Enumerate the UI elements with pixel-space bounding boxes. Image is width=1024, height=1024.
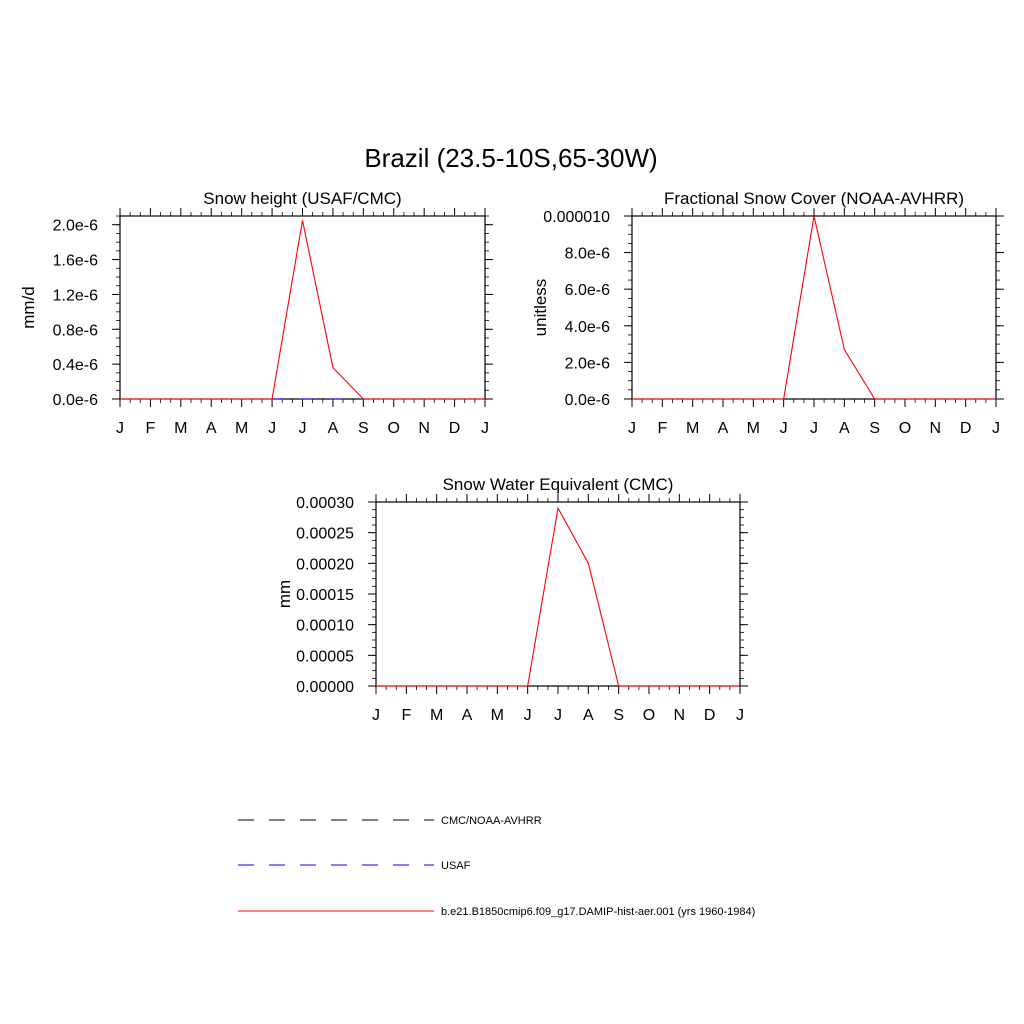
y-tick-label: 2.0e-6 xyxy=(52,217,98,235)
x-tick-label: A xyxy=(205,420,217,437)
x-tick-label: J xyxy=(523,707,532,724)
x-tick-label: M xyxy=(490,707,504,724)
figure-title: Brazil (23.5-10S,65-30W) xyxy=(364,143,658,173)
x-tick-label: J xyxy=(992,420,1000,437)
y-axis-label: unitless xyxy=(531,278,550,337)
legend-label: USAF xyxy=(441,860,471,872)
x-tick-label: J xyxy=(268,420,277,437)
x-tick-label: J xyxy=(298,420,307,437)
x-tick-label: M xyxy=(430,707,444,724)
x-tick-label: O xyxy=(642,707,656,724)
y-tick-label: 0.00000 xyxy=(296,679,354,696)
y-tick-label: 0.8e-6 xyxy=(52,322,98,340)
x-tick-label: M xyxy=(235,420,249,437)
x-tick-label: A xyxy=(461,707,473,724)
x-tick-label: D xyxy=(448,420,461,437)
x-tick-label: M xyxy=(174,420,188,437)
series-line xyxy=(376,508,740,686)
y-tick-label: 2.0e-6 xyxy=(564,355,610,373)
x-tick-label: N xyxy=(418,420,430,437)
y-tick-label: 1.6e-6 xyxy=(52,252,98,270)
legend-item xyxy=(238,906,755,918)
x-tick-label: F xyxy=(657,420,668,437)
y-tick-label: 0.00030 xyxy=(296,495,354,512)
x-tick-label: M xyxy=(686,420,700,437)
x-tick-label: A xyxy=(717,420,729,437)
x-tick-label: O xyxy=(898,420,912,437)
x-tick-label: S xyxy=(357,420,369,437)
y-tick-label: 4.0e-6 xyxy=(564,318,610,336)
y-tick-label: 8.0e-6 xyxy=(564,245,610,263)
x-tick-label: J xyxy=(779,420,788,437)
x-tick-label: J xyxy=(116,420,124,437)
x-tick-label: S xyxy=(869,420,881,437)
plot-frame xyxy=(376,502,740,686)
x-tick-label: M xyxy=(746,420,760,437)
panel-3 xyxy=(275,475,748,724)
x-tick-label: J xyxy=(810,420,818,437)
y-tick-label: 0.00020 xyxy=(296,556,354,574)
panel-title: Snow height (USAF/CMC) xyxy=(203,189,402,208)
legend-label: CMC/NOAA-AVHRR xyxy=(441,815,542,827)
x-tick-label: F xyxy=(145,420,156,437)
x-tick-label: D xyxy=(703,707,716,724)
y-axis-label: mm/d xyxy=(19,286,38,329)
y-tick-label: 0.00025 xyxy=(296,525,354,543)
x-tick-label: J xyxy=(736,707,744,724)
y-axis-label: mm xyxy=(275,579,294,609)
x-tick-label: A xyxy=(327,420,339,437)
x-tick-label: A xyxy=(838,420,850,437)
y-tick-label: 0.0e-6 xyxy=(564,392,610,409)
legend-label: b.e21.B1850cmip6.f09_g17.DAMIP-hist-aer.001 (yrs 1960-1984) xyxy=(441,906,756,918)
series-line xyxy=(632,216,996,399)
y-tick-label: 0.0e-6 xyxy=(52,392,98,409)
x-tick-label: A xyxy=(582,707,594,724)
panel-2 xyxy=(531,189,1004,437)
x-tick-label: J xyxy=(554,707,562,724)
x-tick-label: S xyxy=(613,707,625,724)
y-tick-label: 0.00005 xyxy=(296,648,354,666)
x-tick-label: J xyxy=(481,420,489,437)
x-tick-label: D xyxy=(959,420,972,437)
legend-item xyxy=(238,815,542,827)
x-tick-label: N xyxy=(673,707,686,724)
series-line xyxy=(120,220,485,399)
x-tick-label: N xyxy=(929,420,942,437)
x-tick-label: O xyxy=(387,420,400,437)
panel-title: Snow Water Equivalent (CMC) xyxy=(442,475,674,494)
panels xyxy=(19,189,1004,724)
y-tick-label: 0.00010 xyxy=(296,617,354,635)
y-tick-label: 0.4e-6 xyxy=(52,357,98,375)
y-tick-label: 0.00015 xyxy=(296,587,354,604)
panel-1 xyxy=(19,189,493,437)
plot-frame xyxy=(632,216,996,399)
y-tick-label: 0.000010 xyxy=(543,209,610,226)
x-tick-label: J xyxy=(628,420,636,437)
x-tick-label: J xyxy=(372,707,380,724)
legend xyxy=(238,815,755,918)
x-tick-label: F xyxy=(401,707,412,724)
y-tick-label: 1.2e-6 xyxy=(52,287,98,305)
y-tick-label: 6.0e-6 xyxy=(564,282,610,300)
legend-item xyxy=(238,860,471,872)
plot-frame xyxy=(120,216,485,399)
panel-title: Fractional Snow Cover (NOAA-AVHRR) xyxy=(663,189,965,208)
